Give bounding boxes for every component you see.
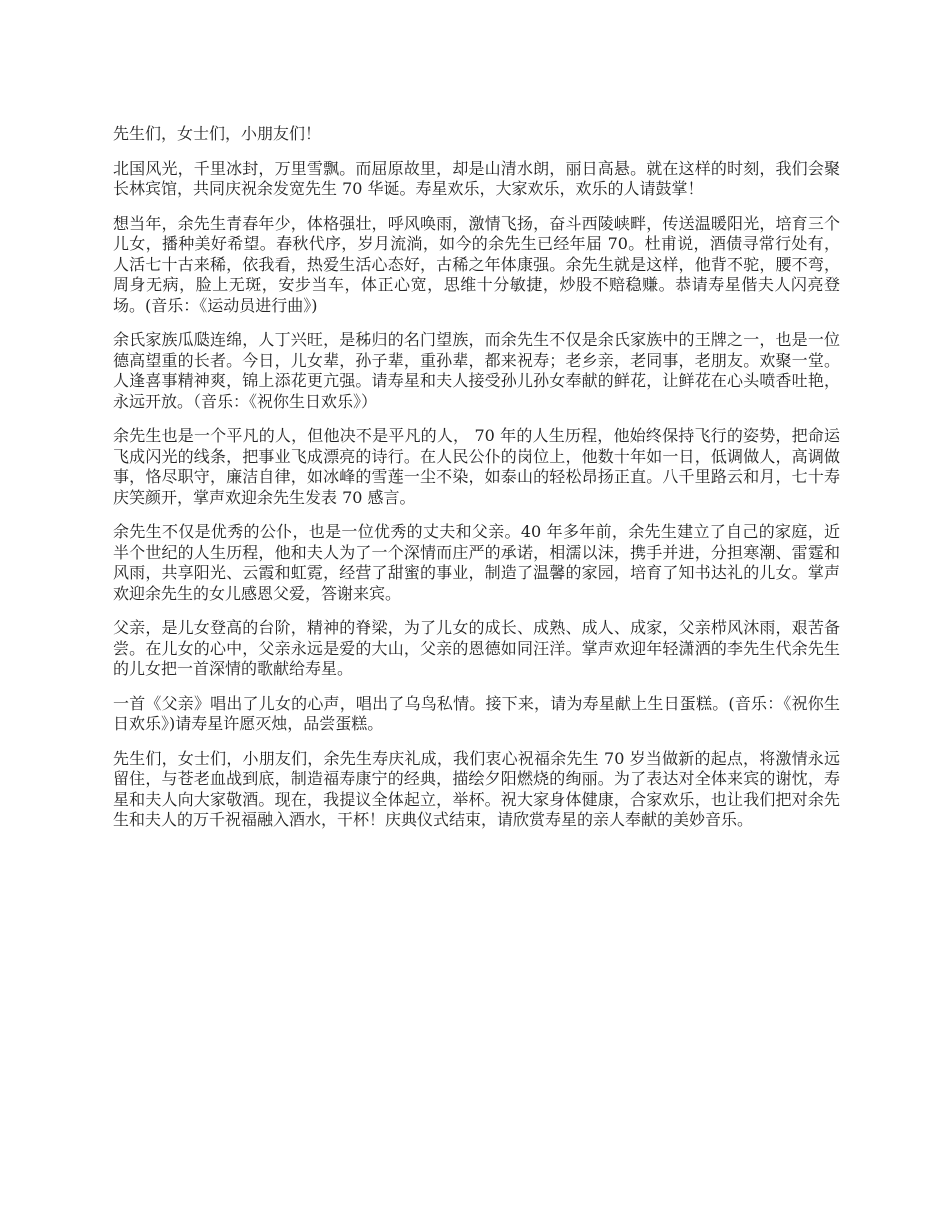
closing-paragraph: 先生们，女士们，小朋友们，余先生寿庆礼成，我们衷心祝福余先生 70 岁当做新的起点，将激情永远留住，与苍老血战到底，制造福寿康宁的经典，描绘夕阳燃烧的绚丽。为了表达对全体来宾的谢忱，寿星和夫人向大家敬酒。现在，我提议全体起立，举杯。祝大家身体健康，合家欢乐，也让我们把对余先生和夫人的万千祝福融入酒水，干杯！庆典仪式结束，请欣赏寿星的亲人奉献的美妙音乐。 [113,748,840,829]
career-paragraph: 余先生也是一个平凡的人，但他决不是平凡的人， 70 年的人生历程，他始终保持飞行的姿势，把命运飞成闪光的线条，把事业飞成漂亮的诗行。在人民公仆的岗位上，他数十年如一日，低调做人，高调做事，恪尽职守，廉洁自律，如冰峰的雪莲一尘不染，如泰山的轻松昂扬正直。八千里路云和月，七十寿庆笑颜开，掌声欢迎余先生发表 70 感言。 [113,426,840,507]
greeting-paragraph: 先生们，女士们，小朋友们！ [113,124,322,143]
youth-paragraph: 想当年，余先生青春年少，体格强壮，呼风唤雨，激情飞扬，奋斗西陵峡畔，传送温暖阳光，培育三个儿女，播种美好希望。春秋代序，岁月流淌，如今的余先生已经年届 70。杜甫说，酒债寻常行处有，人活七十古来稀，依我看，热爱生活心态好，古稀之年体康强。余先生就是这样，他背不驼，腰不弯，周身无病，脸上无斑，安步当车，体正心宽，思维十分敏捷，炒股不赔稳赚。恭请寿星偕夫人闪亮登场。(音乐：《运动员进行曲》) [113,213,840,315]
family-paragraph: 余氏家族瓜瓞连绵，人丁兴旺，是秭归的名门望族，而余先生不仅是余氏家族中的王牌之一，也是一位德高望重的长者。今日，儿女辈，孙子辈，重孙辈，都来祝寿；老乡亲，老同事，老朋友。欢聚一堂。人逢喜事精神爽，锦上添花更亢强。请寿星和夫人接受孙儿孙女奉献的鲜花，让鲜花在心头喷香吐艳，永远开放。（音乐：《祝你生日欢乐》） [113,330,840,411]
opening-paragraph: 北国风光，千里冰封，万里雪飘。而屈原故里，却是山清水朗，丽日高悬。就在这样的时刻，我们会聚长林宾馆，共同庆祝余发宽先生 70 华诞。寿星欢乐，大家欢乐，欢乐的人请鼓掌！ [113,158,840,198]
document-body [113,124,840,845]
father-tribute-paragraph: 父亲，是儿女登高的台阶，精神的脊梁，为了儿女的成长、成熟、成人、成家，父亲栉风沐雨，艰苦备尝。在儿女的心中，父亲永远是爱的大山，父亲的恩德如同汪洋。掌声欢迎年轻潇洒的李先生代余先生的儿女把一首深情的歌献给寿星。 [113,618,840,678]
cake-paragraph: 一首《父亲》唱出了儿女的心声，唱出了乌鸟私情。接下来，请为寿星献上生日蛋糕。(音乐：《祝你生日欢乐》)请寿星许愿灭烛，品尝蛋糕。 [113,693,840,733]
husband-father-paragraph: 余先生不仅是优秀的公仆，也是一位优秀的丈夫和父亲。40 年多年前，余先生建立了自己的家庭，近半个世纪的人生历程，他和夫人为了一个深情而庄严的承诺，相濡以沫，携手并进，分担寒潮、雷霆和风雨，共享阳光、云霞和虹霓，经营了甜蜜的事业，制造了温馨的家园，培育了知书达礼的儿女。掌声欢迎余先生的女儿感恩父爱，答谢来宾。 [113,522,840,603]
